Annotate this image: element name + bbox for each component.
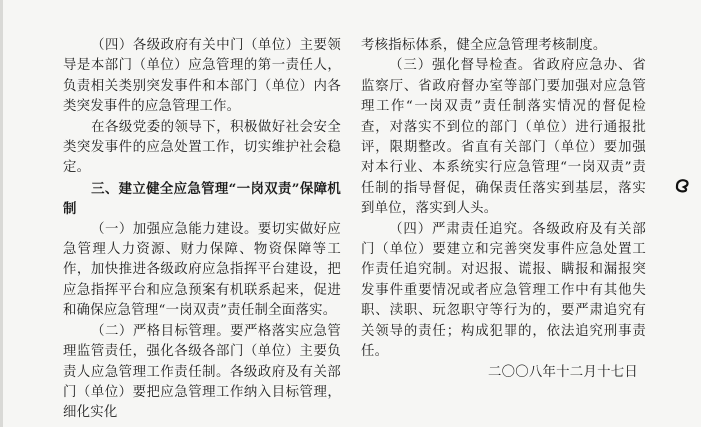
right-para-1: 考核指标体系，健全应急管理考核制度。 xyxy=(361,38,607,53)
left-para-4: （一）加强应急能力建设。要切实做好应急管理人力资源、财力保障、物资保障等工作，加快推进各级政府应急指挥平台建设，把应急指挥平台和应急预案有机联系起来，促进和确保应急管理“一岗双责”责任制全面落实。 xyxy=(63,221,341,319)
left-para-2: 在各级党委的领导下，积极做好社会安全类突发事件的应急处置工作，切实维护社会稳定。 xyxy=(63,119,341,176)
scan-edge xyxy=(0,0,3,427)
document-date: 二〇〇八年十二月十七日 xyxy=(487,364,638,380)
right-para-2: （三）强化督导检查。省政府应急办、省监察厅、省政府督办室等部门要加强对应急管理工作“一岗双责”责任制落实情况的督促检查，对落实不到位的部门（单位）进行通报批评，限期整改。省直有关部门（单位）要加强对本行业、本系统实行应急管理“一岗双责”责任制的指导督促，确保责任落实到基层，落实到单位，落实到人头。 xyxy=(361,58,646,217)
right-para-3: （四）严肃责任追究。各级政府及有关部门（单位）要建立和完善突发事件应急处置工作责任追究制。对迟报、谎报、瞒报和漏报突发事件重要情况或者应急管理工作中有其他失职、渎职、玩忽职守等行为的，要严肃追究有关领导的责任；构成犯罪的，依法追究刑事责任。 xyxy=(361,221,646,360)
binding-hole-mark-icon xyxy=(674,177,690,198)
left-para-5: （二）严格目标管理。要严格落实应急管理监管责任，强化各级各部门（单位）主要负责人应急管理工作责任制。各级政府及有关部门（单位）要把应急管理工作纳入目标管理，细化实化 xyxy=(63,323,341,421)
left-para-1: （四）各级政府有关中门（单位）主要领导是本部门（单位）应急管理的第一责任人，负责相关类别突发事件和本部门（单位）内各类突发事件的应急管理工作。 xyxy=(63,38,341,115)
right-column xyxy=(361,36,646,383)
section-heading-3: 三、建立健全应急管理“一岗双责”保障机制 xyxy=(63,180,341,218)
left-column xyxy=(63,36,341,424)
